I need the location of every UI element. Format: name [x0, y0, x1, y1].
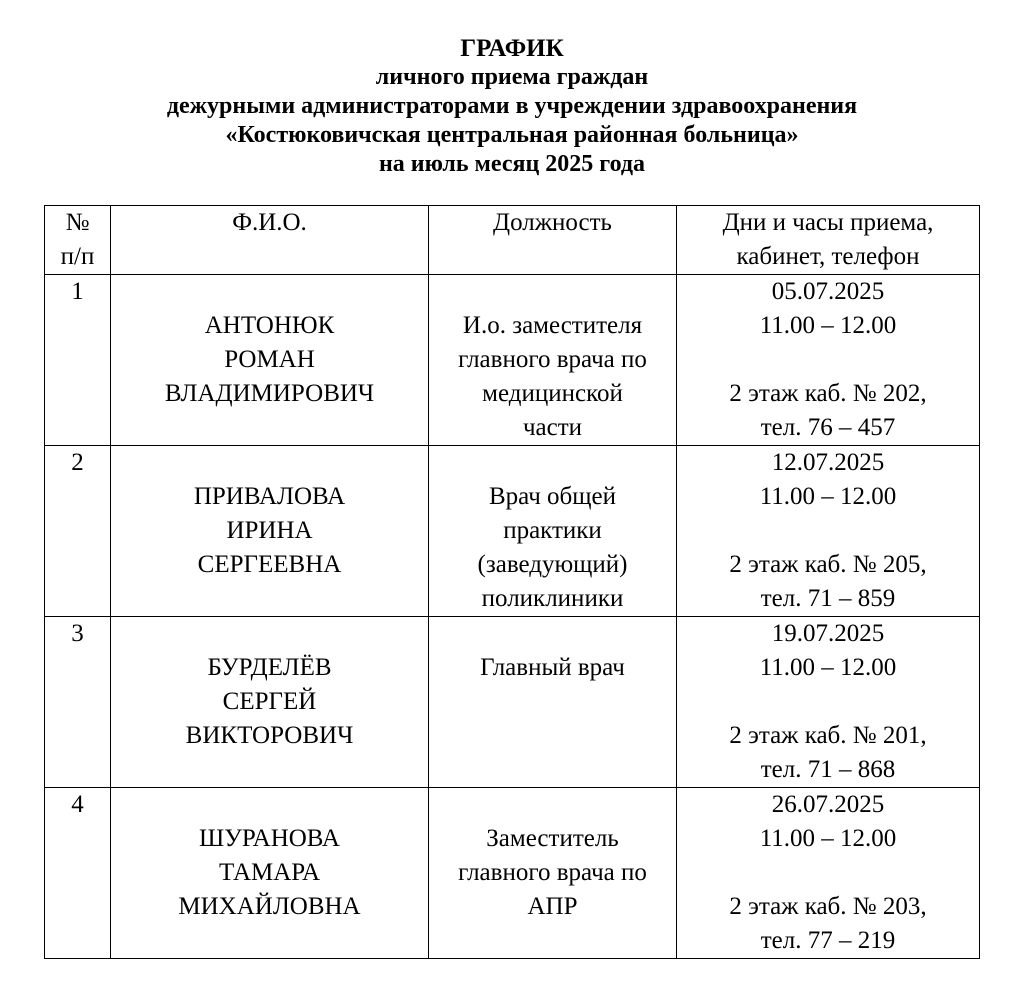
column-header-num	[45, 206, 111, 275]
column-header-days-line2: кабинет, телефон	[736, 243, 920, 270]
cell-fio	[111, 617, 429, 788]
cell-position	[429, 446, 677, 617]
cell-num: 3	[45, 617, 111, 788]
reception-date: 05.07.2025	[771, 278, 885, 305]
column-header-days	[677, 206, 980, 275]
reception-hours: 11.00 – 12.00	[759, 825, 897, 852]
spacer	[677, 856, 979, 890]
reception-phone: тел. 77 – 219	[760, 927, 896, 954]
reception-room: 2 этаж каб. № 203,	[729, 893, 927, 920]
position-line: поликлиники	[481, 585, 624, 612]
cell-position	[429, 617, 677, 788]
cell-fio	[111, 275, 429, 446]
position-line: части	[522, 414, 583, 441]
fio-line: СЕРГЕЕВНА	[197, 551, 342, 578]
subtitle-line-5: на июль месяц 2025 года	[378, 151, 646, 177]
cell-num: 4	[45, 788, 111, 959]
subtitle-line-4: «Костюковичская центральная районная больница»	[225, 122, 799, 148]
cell-position	[429, 788, 677, 959]
fio-line: МИХАЙЛОВНА	[178, 893, 361, 920]
spacer	[677, 343, 979, 377]
reception-hours: 11.00 – 12.00	[759, 654, 897, 681]
reception-room: 2 этаж каб. № 202,	[729, 380, 927, 407]
reception-phone: тел. 71 – 859	[760, 585, 896, 612]
reception-hours: 11.00 – 12.00	[759, 312, 897, 339]
cell-days	[677, 446, 980, 617]
spacer	[677, 514, 979, 548]
table-row	[45, 617, 980, 788]
position-line: Врач общей	[488, 483, 617, 510]
position-line: АПР	[527, 893, 578, 920]
document-header	[0, 34, 1024, 179]
fio-line: СЕРГЕЙ	[222, 688, 317, 715]
position-line: Заместитель	[486, 825, 619, 852]
position-line: главного врача по	[458, 346, 647, 373]
spacer	[677, 685, 979, 719]
cell-days	[677, 788, 980, 959]
position-line: Главный врач	[480, 654, 625, 681]
cell-days	[677, 275, 980, 446]
schedule-table	[44, 205, 980, 959]
cell-days	[677, 617, 980, 788]
column-header-fio: Ф.И.О.	[111, 206, 429, 275]
fio-line: ИРИНА	[226, 517, 313, 544]
table-row	[45, 446, 980, 617]
reception-phone: тел. 76 – 457	[760, 414, 896, 441]
position-line: медицинской	[482, 380, 623, 407]
fio-line: БУРДЕЛЁВ	[207, 654, 332, 681]
fio-line: ВИКТОРОВИЧ	[185, 722, 354, 749]
reception-phone: тел. 71 – 868	[760, 756, 896, 783]
column-header-days-line1: Дни и часы приема,	[722, 209, 934, 236]
position-line: главного врача по	[458, 859, 647, 886]
fio-line: РОМАН	[224, 346, 315, 373]
cell-position	[429, 275, 677, 446]
table-row	[45, 788, 980, 959]
fio-line: АНТОНЮК	[204, 312, 335, 339]
document-title: ГРАФИК	[460, 35, 564, 62]
reception-room: 2 этаж каб. № 205,	[729, 551, 927, 578]
subtitle-line-3: дежурными администраторами в учреждении здравоохранения	[166, 93, 858, 119]
fio-line: ВЛАДИМИРОВИЧ	[164, 380, 375, 407]
reception-hours: 11.00 – 12.00	[759, 483, 897, 510]
fio-line: ПРИВАЛОВА	[193, 483, 346, 510]
column-header-num-line1: №	[65, 209, 90, 236]
position-line: (заведующий)	[477, 551, 628, 578]
fio-line: ТАМАРА	[218, 859, 321, 886]
reception-date: 26.07.2025	[771, 791, 885, 818]
fio-line: ШУРАНОВА	[199, 825, 340, 852]
reception-date: 12.07.2025	[771, 449, 885, 476]
cell-num: 2	[45, 446, 111, 617]
position-line: практики	[503, 517, 602, 544]
column-header-num-line2: п/п	[60, 243, 95, 270]
reception-room: 2 этаж каб. № 201,	[729, 722, 927, 749]
subtitle-line-2: личного приема граждан	[375, 64, 649, 90]
reception-date: 19.07.2025	[771, 620, 885, 647]
column-header-position: Должность	[429, 206, 677, 275]
position-line: И.о. заместителя	[462, 312, 643, 339]
cell-fio	[111, 788, 429, 959]
cell-fio	[111, 446, 429, 617]
cell-num: 1	[45, 275, 111, 446]
table-header-row	[45, 206, 980, 275]
table-row	[45, 275, 980, 446]
